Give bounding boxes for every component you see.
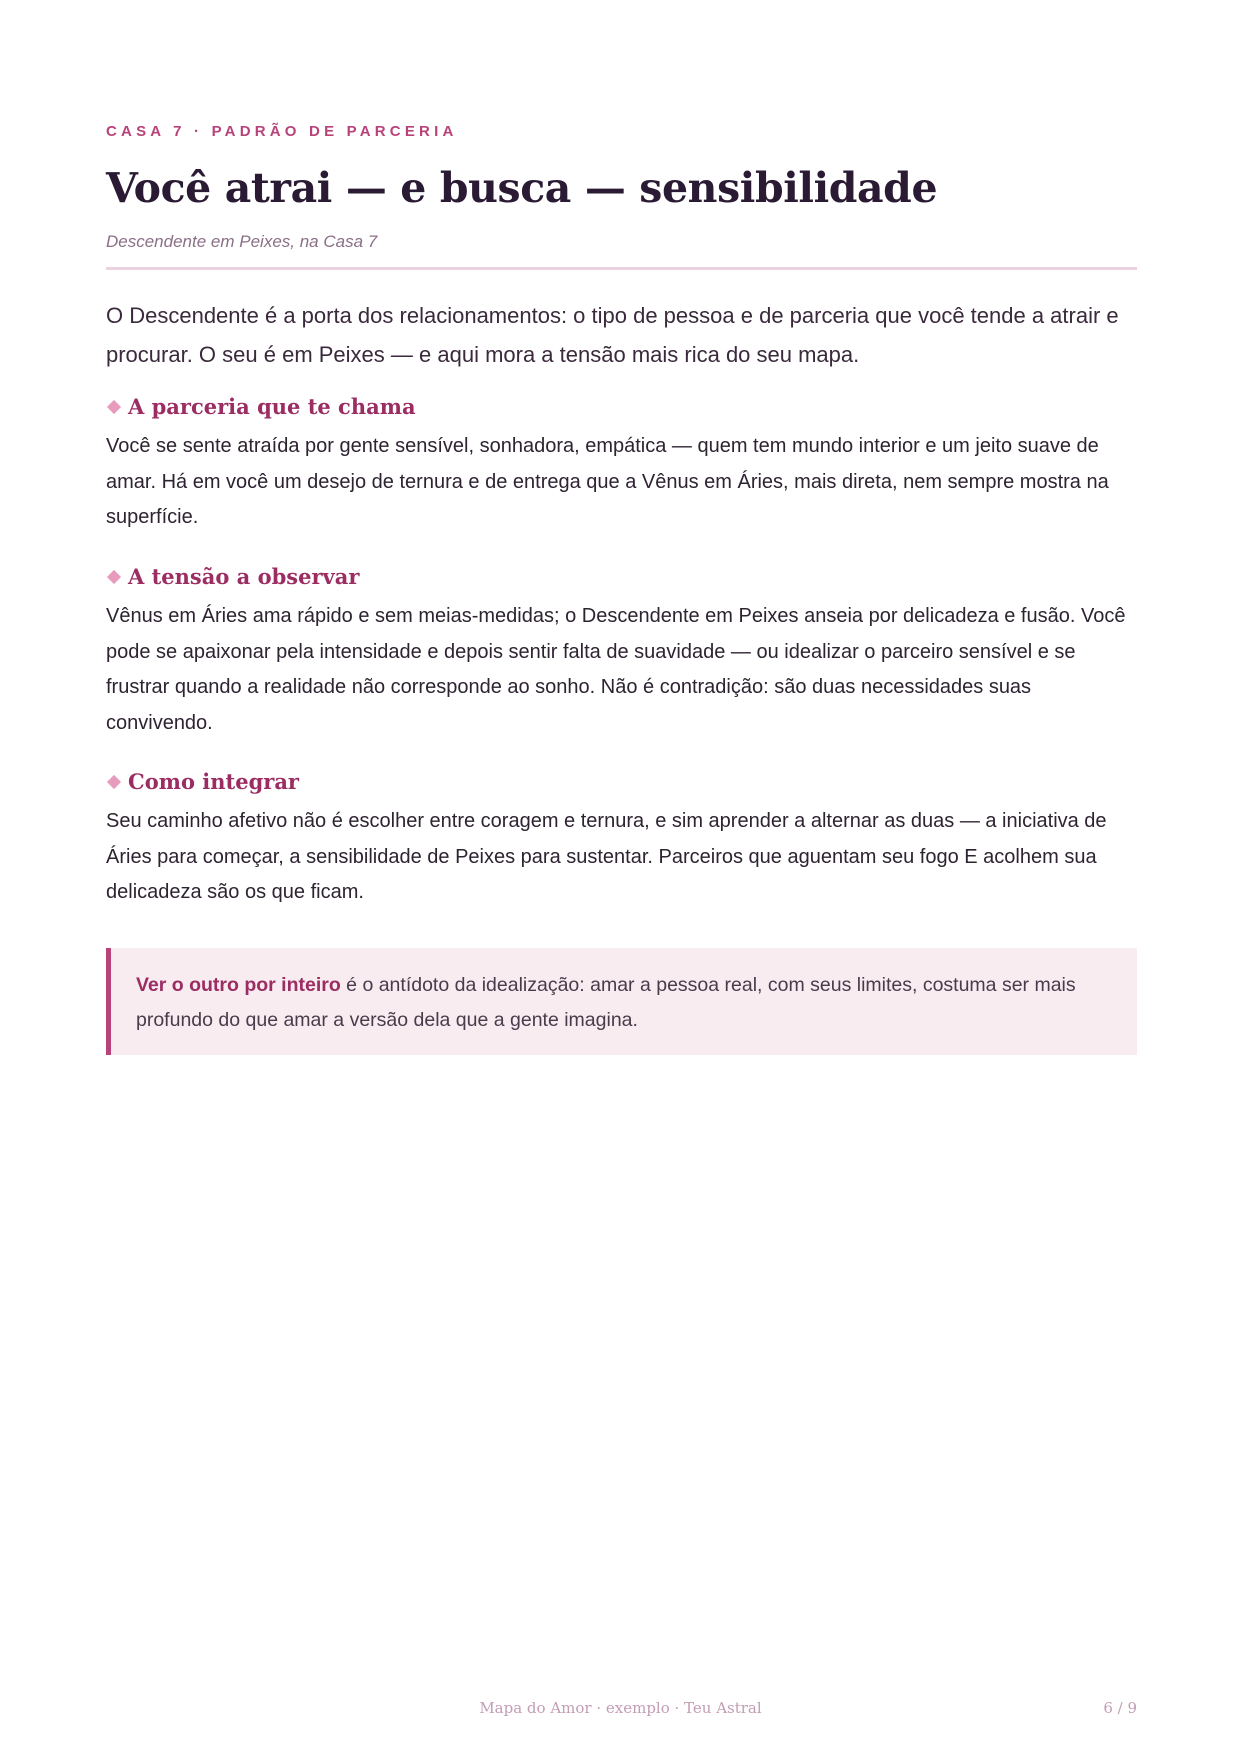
callout-highlight: Ver o outro por inteiro [136, 974, 341, 996]
section-body-parceria: Você se sente atraída por gente sensível, sonhadora, empática — quem tem mundo interior e um jeito suave de amar. Há em você um desejo de ternura e de entrega que a Vênus em Áries, mais direta, nem sempre mostra na superfície. [106, 435, 1109, 528]
page-number: 6 / 9 [1103, 1699, 1137, 1717]
section-heading-tensao [106, 564, 359, 589]
section-heading-integrar [106, 769, 299, 794]
section-body-tensao: Vênus em Áries ama rápido e sem meias-medidas; o Descendente em Peixes anseia por delicadeza e fusão. Você pode se apaixonar pela intensidade e depois sentir falta de suavidade — ou idealizar o parceiro sensível e se frustrar quando a realidade não corresponde ao sonho. Não é contradição: são duas necessidades suas convivendo. [106, 605, 1126, 734]
page-title: Você atrai — e busca — sensibilidade [106, 164, 938, 212]
section-heading-parceria [106, 394, 416, 419]
section-body-integrar: Seu caminho afetivo não é escolher entre coragem e ternura, e sim aprender a alternar as duas — a iniciativa de Áries para começar, a sensibilidade de Peixes para sustentar. Parceiros que aguentam seu fogo E acolhem sua delicadeza são os que ficam. [106, 810, 1107, 903]
section-heading-label: A parceria que te chama [128, 394, 416, 419]
section-heading-label: A tensão a observar [128, 564, 360, 589]
diamond-icon [107, 774, 121, 788]
page-subtitle: Descendente em Peixes, na Casa 7 [106, 232, 378, 251]
footer-label: Mapa do Amor · exemplo · Teu Astral [479, 1699, 762, 1717]
header-divider [106, 267, 1137, 270]
section-eyebrow: CASA 7 · PADRÃO DE PARCERIA [106, 123, 458, 140]
diamond-icon [107, 399, 121, 413]
intro-paragraph: O Descendente é a porta dos relacionamentos: o tipo de pessoa e de parceria que você tende a atrair e procurar. O seu é em Peixes — e aqui mora a tensão mais rica do seu mapa. [106, 303, 1119, 367]
section-heading-label: Como integrar [128, 769, 299, 794]
quote-callout [106, 948, 1137, 1055]
callout-text [136, 968, 1121, 1038]
callout-body: é o antídoto da idealização: amar a pessoa real, com seus limites, costuma ser mais profundo do que amar a versão dela que a gente imagina. [136, 974, 1076, 1031]
diamond-icon [107, 569, 121, 583]
